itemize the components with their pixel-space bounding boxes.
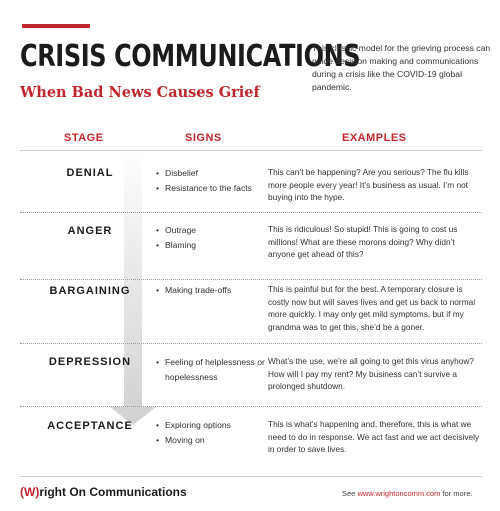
page-subtitle: When Bad News Causes Grief [20, 84, 260, 101]
stage-row-anger [20, 213, 482, 280]
stage-label: ANGER [67, 225, 113, 237]
footer-divider [20, 476, 482, 477]
column-header-stage: STAGE [64, 132, 104, 144]
footer-note-prefix: See [342, 489, 358, 498]
sign-item: • Resistance to the facts [156, 181, 276, 196]
stage-label: DEPRESSION [48, 356, 132, 368]
intro-text: This classic model for the grieving process can guide decision making and communications during a crisis like the COVID-19 global pandemic. [312, 43, 491, 92]
signs-list [156, 418, 276, 448]
stage-row-acceptance [20, 407, 482, 475]
stage-row-denial [20, 151, 482, 213]
example-text: This can’t be happening? Are you serious? The flu kills more people every year! It’s business as usual. I’m not buying into the hype. [268, 167, 469, 203]
signs-list [156, 223, 276, 253]
stage-label: ACCEPTANCE [47, 420, 133, 432]
sign-item: • Exploring options [156, 418, 276, 433]
page-title: CRISIS COMMUNICATIONS [20, 39, 361, 74]
footer-note-suffix: for more. [440, 489, 473, 498]
accent-bar [22, 24, 90, 28]
sign-item: • Feeling of helplessness or hopelessness [156, 355, 266, 385]
column-header-signs: SIGNS [185, 132, 222, 144]
stage-label: BARGAINING [49, 285, 131, 297]
example-text: This is ridiculous! So stupid! This is going to cost us millions! What are these morons doing? Why didn’t anyone get ahead of this? [268, 224, 458, 260]
example-text: What’s the use, we’re all going to get this virus anyhow? How will I pay my rent? My business can’t survive a prolonged shutdown. [268, 356, 474, 392]
sign-item: • Outrage [156, 223, 276, 238]
brand-mark: (W) [20, 485, 40, 499]
sign-item: • Making trade-offs [156, 283, 276, 298]
sign-item: • Blaming [156, 238, 276, 253]
brand-logo [20, 485, 187, 499]
signs-list [156, 283, 276, 298]
example-text: This is painful but for the best. A temporary closure is costly now but will saves lives and get us back to normal more quickly. I may only get mild symptoms, but if my grandma was to get this, she’d be a goner. [268, 284, 476, 332]
stage-row-bargaining [20, 280, 482, 344]
stage-row-depression [20, 344, 482, 407]
column-header-examples: EXAMPLES [342, 132, 407, 144]
stage-label: DENIAL [66, 167, 114, 179]
sign-item: • Disbelief [156, 166, 276, 181]
brand-name: right On Communications [39, 485, 187, 499]
signs-list [156, 355, 266, 385]
website-link[interactable]: www.wrightoncomm.com [357, 489, 441, 498]
sign-item: • Moving on [156, 433, 276, 448]
signs-list [156, 166, 276, 196]
footer-note [342, 489, 472, 498]
example-text: This is what’s happening and, therefore, this is what we need to do in response. We act fast and we act decisively in order to save lives. [268, 419, 480, 455]
